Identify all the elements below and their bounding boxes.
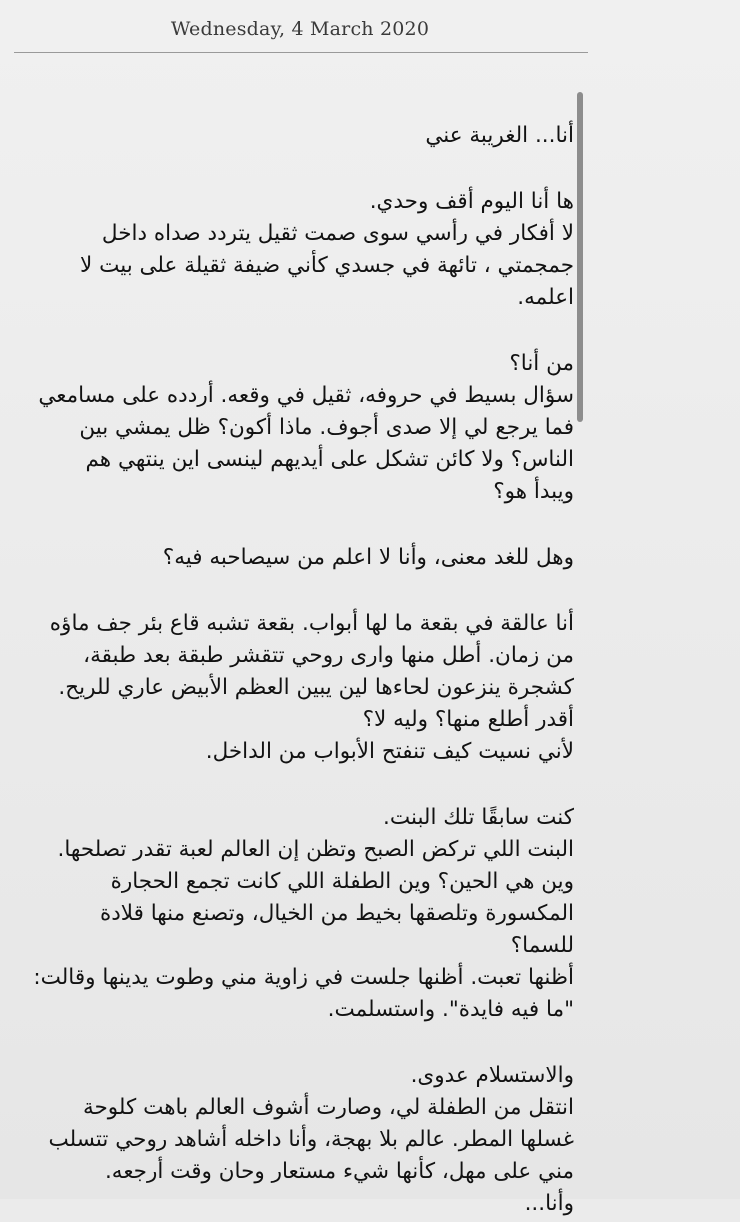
paragraph	[16, 542, 574, 574]
text-line: وهل للغد معنى، وأنا لا اعلم من سيصاحبه فيه؟	[162, 545, 574, 570]
text-line: سؤال بسيط في حروفه، ثقيل في وقعه. أردده على مسامعي	[38, 383, 574, 408]
text-line: أظنها تعبت. أظنها جلست في زاوية مني وطوت يدينها وقالت:	[33, 965, 574, 990]
text-line: أنا... الغريبة عني	[425, 123, 574, 148]
text-line: ويبدأ هو؟	[493, 479, 574, 504]
text-line: لأني نسيت كيف تنفتح الأبواب من الداخل.	[205, 739, 574, 764]
text-line: كشجرة ينزعون لحاءها لين يبين العظم الأبيض عاري للريح.	[58, 675, 574, 700]
text-line: للسما؟	[510, 933, 574, 958]
paragraph-title	[16, 120, 574, 152]
paragraph	[16, 802, 574, 1026]
text-line: انتقل من الطفلة لي، وصارت أشوف العالم باهت كلوحة	[82, 1095, 574, 1120]
text-line: لا أفكار في رأسي سوى صمت ثقيل يتردد صداه داخل	[101, 221, 574, 246]
text-line: أقدر أطلع منها؟ وليه لا؟	[362, 707, 574, 732]
text-line: المكسورة وتلصقها بخيط من الخيال، وتصنع منها قلادة	[99, 901, 574, 926]
text-line: وين هي الحين؟ وين الطفلة اللي كانت تجمع الحجارة	[110, 869, 574, 894]
paragraph	[16, 1060, 574, 1188]
text-line: من زمان. أطل منها وارى روحي تتقشر طبقة بعد طبقة،	[83, 643, 574, 668]
scrollbar-thumb[interactable]	[577, 92, 583, 422]
text-line: ها أنا اليوم أقف وحدي.	[369, 189, 574, 214]
text-line: كنت سابقًا تلك البنت.	[383, 805, 574, 830]
text-line: والاستسلام عدوى.	[410, 1063, 574, 1088]
text-line: "ما فيه فايدة". واستسلمت.	[327, 997, 574, 1022]
text-line: جمجمتي ، تائهة في جسدي كأني ضيفة ثقيلة على بيت لا	[80, 253, 574, 278]
text-line: البنت اللي تركض الصبح وتظن إن العالم لعبة تقدر تصلحها.	[57, 837, 574, 862]
text-line: مني على مهل، كأنها شيء مستعار وحان وقت أرجعه.	[104, 1159, 574, 1184]
text-line: الناس؟ ولا كائن تشكل على أيديهم لينسى اين ينتهي هم	[85, 447, 574, 472]
text-line: وأنا...	[524, 1191, 574, 1216]
partial-line-cut-off	[16, 1178, 574, 1216]
text-line: من أنا؟	[509, 351, 574, 376]
note-body[interactable]	[16, 120, 574, 1222]
header-divider	[14, 52, 588, 53]
text-line: غسلها المطر. عالم بلا بهجة، وأنا داخله أشاهد روحي تتسلب	[48, 1127, 574, 1152]
text-line: فما يرجع لي إلا صدى أجوف. ماذا أكون؟ ظل يمشي بين	[79, 415, 574, 440]
paragraph	[16, 186, 574, 314]
note-date: Wednesday, 4 March 2020	[170, 18, 430, 40]
paragraph	[16, 348, 574, 508]
text-line: اعلمه.	[517, 285, 574, 310]
paragraph	[16, 608, 574, 768]
text-line: أنا عالقة في بقعة ما لها أبواب. بقعة تشبه قاع بئر جف ماؤه	[49, 611, 574, 636]
